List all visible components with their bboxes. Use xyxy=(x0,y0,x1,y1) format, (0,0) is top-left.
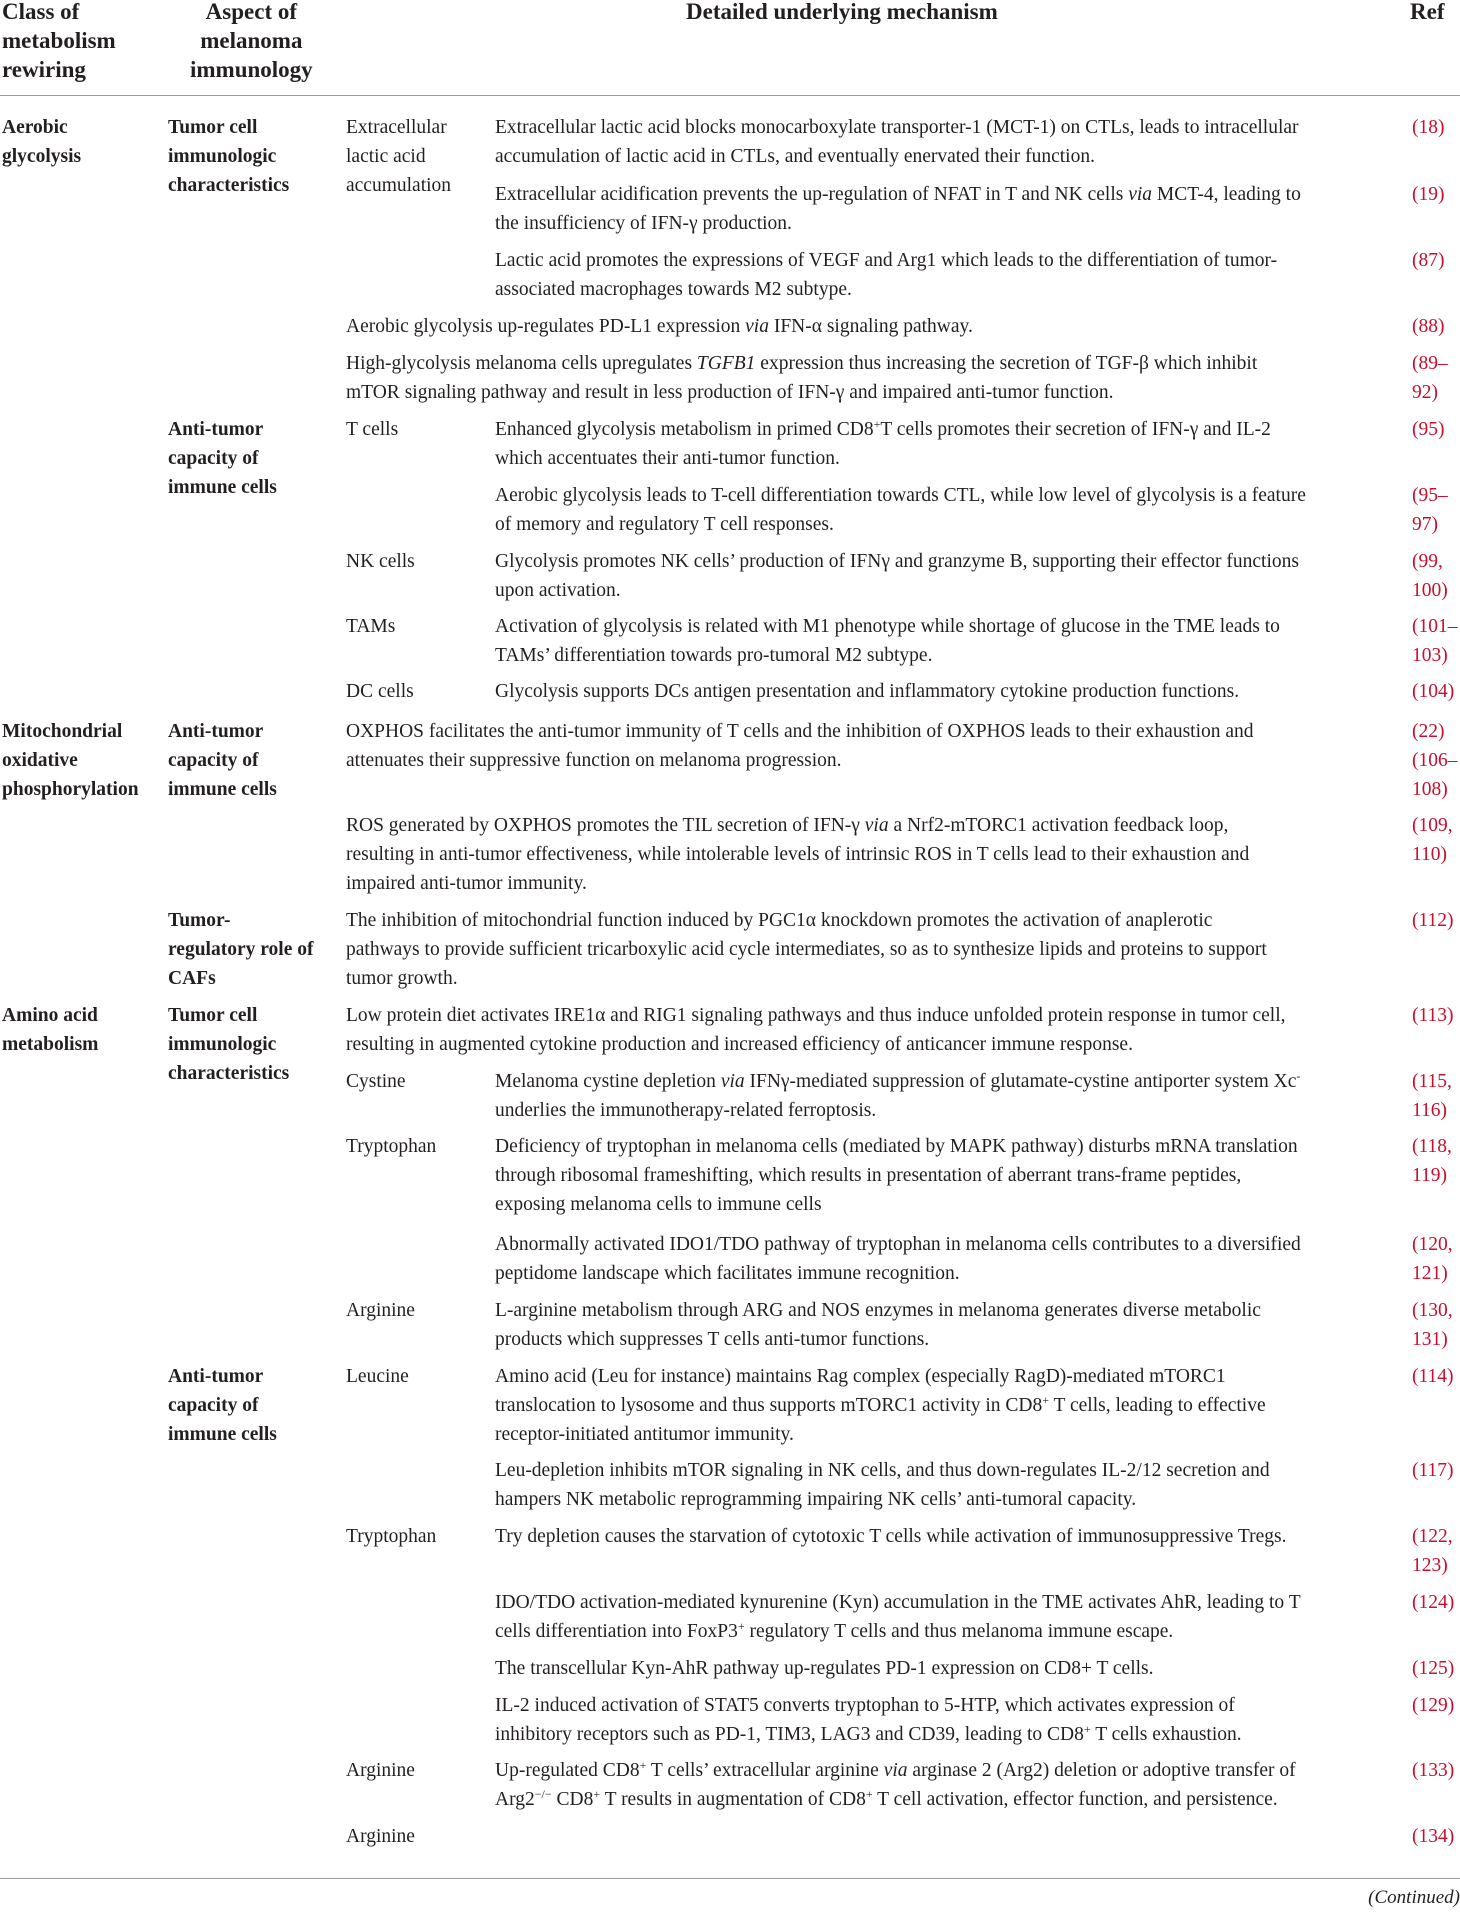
mechanism-text: Abnormally activated IDO1/TDO pathway of tryptophan in melanoma cells contributes to a diversified peptidome landscape which facilitates immune recognition. xyxy=(495,1234,1301,1284)
reference: (95) xyxy=(1412,419,1445,440)
mechanism-text: Activation of glycolysis is related with M1 phenotype while shortage of glucose in the TME leads to TAMs’ differentiation towards pro-tumoral M2 subtype. xyxy=(495,616,1280,666)
header-rule xyxy=(0,95,1460,96)
mechanism-text: IDO/TDO activation-mediated kynurenine (Kyn) accumulation in the TME activates AhR, leading to T cells differentiation into FoxP3+ regulatory T cells and thus melanoma immune escape. xyxy=(495,1592,1301,1642)
reference: (133) xyxy=(1412,1760,1455,1781)
mechanism-text: Lactic acid promotes the expressions of VEGF and Arg1 which leads to the differentiation of tumor- associated macrophages towards M2 subtype. xyxy=(495,250,1278,300)
reference: (114) xyxy=(1412,1366,1454,1387)
subcategory: Extracellular lactic acid accumulation xyxy=(346,117,452,196)
immunology-aspect: Tumor- regulatory role of CAFs xyxy=(168,910,314,989)
mechanism-text: Melanoma cystine depletion via IFNγ-mediated suppression of glutamate-cystine antiporter system Xc- underlies the immunotherapy-related ferroptosis. xyxy=(495,1069,1301,1121)
immunology-aspect: Tumor cell immunologic characteristics xyxy=(168,117,290,196)
mechanism-text: Extracellular acidification prevents the up-regulation of NFAT in T and NK cells via MCT-4, leading to the insufficiency of IFN-γ production. xyxy=(495,184,1301,234)
subcategory: DC cells xyxy=(346,681,414,702)
reference: (129) xyxy=(1412,1695,1455,1716)
reference: (118, 119) xyxy=(1412,1136,1452,1186)
subcategory: Arginine xyxy=(346,1760,415,1781)
mechanism-text: Deficiency of tryptophan in melanoma cells (mediated by MAPK pathway) disturbs mRNA translation through ribosomal frameshifting, which results in presentation of aberrant trans-frame peptides, exposing melanoma cells to immune cells xyxy=(495,1136,1298,1215)
mechanism-text: The transcellular Kyn-AhR pathway up-regulates PD-1 expression on CD8+ T cells. xyxy=(495,1658,1154,1679)
reference: (104) xyxy=(1412,681,1455,702)
bottom-rule xyxy=(0,1878,1460,1879)
mechanism-text: Aerobic glycolysis up-regulates PD-L1 expression via IFN-α signaling pathway. xyxy=(346,316,973,337)
immunology-aspect: Tumor cell immunologic characteristics xyxy=(168,1005,290,1084)
subcategory: TAMs xyxy=(346,616,396,637)
header-ref: Ref xyxy=(1410,0,1445,24)
mechanism-text: ROS generated by OXPHOS promotes the TIL secretion of IFN-γ via a Nrf2-mTORC1 activation feedback loop, resulting in anti-tumor effectiveness, while intolerable levels of intrinsic ROS in T cells lead to their exhaustion and impaired anti-tumor immunity. xyxy=(346,815,1250,894)
mechanism-text: Enhanced glycolysis metabolism in primed CD8+T cells promotes their secretion of IFN-γ and IL-2 which accentuates their anti-tumor function. xyxy=(495,417,1271,469)
subcategory: Leucine xyxy=(346,1366,409,1387)
mechanism-text: Glycolysis promotes NK cells’ production of IFNγ and granzyme B, supporting their effector functions upon activation. xyxy=(495,551,1299,601)
reference: (18) xyxy=(1412,117,1445,138)
mechanism-text: Leu-depletion inhibits mTOR signaling in NK cells, and thus down-regulates IL-2/12 secretion and hampers NK metabolic reprogramming impairing NK cells’ anti-tumoral capacity. xyxy=(495,1460,1270,1510)
reference: (124) xyxy=(1412,1592,1455,1613)
subcategory: NK cells xyxy=(346,551,415,572)
reference: (88) xyxy=(1412,316,1445,337)
subcategory: Arginine xyxy=(346,1826,415,1847)
metabolism-class: Mitochondrial oxidative phosphorylation xyxy=(2,721,139,800)
continued-note: (Continued) xyxy=(1368,1887,1460,1908)
reference: (122, 123) xyxy=(1412,1526,1453,1576)
subcategory: Cystine xyxy=(346,1071,406,1092)
subcategory: Tryptophan xyxy=(346,1526,437,1547)
reference: (134) xyxy=(1412,1826,1455,1847)
mechanism-text: Extracellular lactic acid blocks monocarboxylate transporter-1 (MCT-1) on CTLs, leads to intracellular accumulation of lactic acid in CTLs, and eventually enervated their function. xyxy=(495,117,1299,167)
mechanism-text: The inhibition of mitochondrial function induced by PGC1α knockdown promotes the activation of anaplerotic pathways to provide sufficient tricarboxylic acid cycle intermediates, so as to synthesize lipids and proteins to support tumor growth. xyxy=(346,910,1267,989)
reference: (117) xyxy=(1412,1460,1454,1481)
subcategory: Arginine xyxy=(346,1300,415,1321)
reference: (95– 97) xyxy=(1412,485,1448,535)
reference: (101– 103) xyxy=(1412,616,1458,666)
immunology-aspect: Anti-tumor capacity of immune cells xyxy=(168,721,277,800)
mechanism-text: Try depletion causes the starvation of cytotoxic T cells while activation of immunosuppressive Tregs. xyxy=(495,1526,1287,1547)
mechanism-text: Aerobic glycolysis leads to T-cell differentiation towards CTL, while low level of glycolysis is a feature of memory and regulatory T cell responses. xyxy=(495,485,1306,535)
reference: (87) xyxy=(1412,250,1445,271)
header-class: Class of metabolism rewiring xyxy=(2,0,116,82)
header-mechanism: Detailed underlying mechanism xyxy=(686,0,998,24)
reference: (125) xyxy=(1412,1658,1455,1679)
mechanism-text: Amino acid (Leu for instance) maintains Rag complex (especially RagD)-mediated mTORC1 translocation to lysosome and thus supports mTORC1 activity in CD8+ T cells, leading to effective receptor-initiated antitumor immunity. xyxy=(495,1366,1266,1445)
mechanism-text: High-glycolysis melanoma cells upregulates TGFB1 expression thus increasing the secretion of TGF-β which inhibit mTOR signaling pathway and result in less production of IFN-γ and impaired anti-tumor function. xyxy=(346,353,1258,403)
metabolism-class: Aerobic glycolysis xyxy=(2,117,82,167)
mechanism-text: Low protein diet activates IRE1α and RIG1 signaling pathways and thus induce unfolded protein response in tumor cell, resulting in augmented cytokine production and increased efficiency of anticancer immune response. xyxy=(346,1005,1286,1055)
reference: (130, 131) xyxy=(1412,1300,1453,1350)
reference: (112) xyxy=(1412,910,1454,931)
mechanism-text: Glycolysis supports DCs antigen presentation and inflammatory cytokine production functions. xyxy=(495,681,1240,702)
immunology-aspect: Anti-tumor capacity of immune cells xyxy=(168,419,277,498)
reference: (19) xyxy=(1412,184,1445,205)
subcategory: T cells xyxy=(346,419,399,440)
mechanism-text: L-arginine metabolism through ARG and NOS enzymes in melanoma generates diverse metabolic products which suppresses T cells anti-tumor functions. xyxy=(495,1300,1261,1350)
reference: (89– 92) xyxy=(1412,353,1448,403)
subcategory: Tryptophan xyxy=(346,1136,437,1157)
metabolism-class: Amino acid metabolism xyxy=(2,1005,99,1055)
immunology-aspect: Anti-tumor capacity of immune cells xyxy=(168,1366,277,1445)
header-aspect: Aspect of melanoma immunology xyxy=(190,0,313,82)
reference: (113) xyxy=(1412,1005,1454,1026)
reference: (22) (106– 108) xyxy=(1412,721,1458,800)
reference: (109, 110) xyxy=(1412,815,1453,865)
mechanism-text: Up-regulated CD8+ T cells’ extracellular arginine via arginase 2 (Arg2) deletion or adoptive transfer of Arg2−/− CD8+ T results in augmentation of CD8+ T cell activation, effector function, and persistence. xyxy=(495,1758,1296,1810)
reference: (120, 121) xyxy=(1412,1234,1453,1284)
reference: (99, 100) xyxy=(1412,551,1448,601)
mechanism-text: OXPHOS facilitates the anti-tumor immunity of T cells and the inhibition of OXPHOS leads to their exhaustion and attenuates their suppressive function on melanoma progression. xyxy=(346,721,1254,771)
reference: (115, 116) xyxy=(1412,1071,1452,1121)
mechanism-text: IL-2 induced activation of STAT5 converts tryptophan to 5-HTP, which activates expression of inhibitory receptors such as PD-1, TIM3, LAG3 and CD39, leading to CD8+ T cells exhaustion. xyxy=(495,1695,1242,1745)
